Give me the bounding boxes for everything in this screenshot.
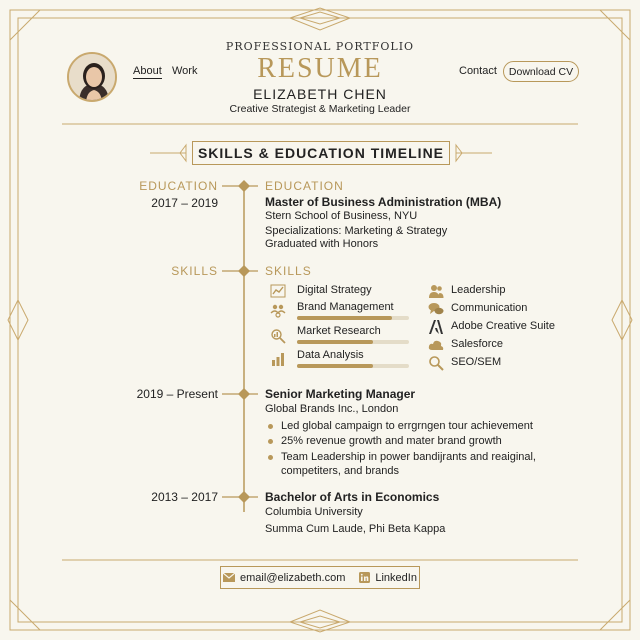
bachelor-school: Columbia University bbox=[265, 506, 363, 518]
mba-specialization: Specializations: Marketing & Strategy bbox=[265, 225, 448, 237]
job-bullet: 25% revenue growth and mater brand growth bbox=[281, 435, 502, 447]
linkedin-text: LinkedIn bbox=[375, 571, 417, 584]
skill-bar-track bbox=[297, 316, 409, 320]
nav-about-link[interactable]: About bbox=[133, 65, 162, 77]
skills-heading: SKILLS bbox=[265, 264, 312, 278]
mba-degree: Master of Business Administration (MBA) bbox=[265, 195, 502, 209]
job-bullet: Team Leadership in power bandijrants and reaiginal, competiters, and brands bbox=[281, 451, 536, 477]
job-dates: 2019 – Present bbox=[136, 387, 218, 401]
job-bullet: Led global campaign to errgrngen tour achievement bbox=[281, 420, 533, 432]
bachelor-honors: Summa Cum Laude, Phi Beta Kappa bbox=[265, 523, 446, 535]
skill-label: SEO/SEM bbox=[451, 356, 502, 368]
education-dates: 2017 – 2019 bbox=[151, 196, 218, 210]
skill-label: Brand Management bbox=[297, 301, 394, 313]
email-link[interactable] bbox=[223, 572, 345, 584]
bachelor-dates: 2013 – 2017 bbox=[151, 490, 218, 504]
nav-work-link[interactable]: Work bbox=[172, 65, 198, 77]
skill-bar-fill bbox=[297, 340, 373, 344]
email-text: email@elizabeth.com bbox=[240, 571, 346, 584]
skill-bar-fill bbox=[297, 364, 373, 368]
page-kicker: PROFESSIONAL PORTFOLIO bbox=[225, 40, 415, 53]
education-heading: EDUCATION bbox=[265, 179, 344, 193]
bullet-dot bbox=[268, 424, 273, 429]
education-left-label: EDUCATION bbox=[139, 179, 218, 193]
chat-bubbles-icon bbox=[428, 301, 444, 317]
adobe-icon bbox=[428, 319, 444, 335]
skill-label: Communication bbox=[451, 302, 528, 314]
download-cv-button[interactable]: Download CV bbox=[503, 61, 579, 82]
person-name: ELIZABETH CHEN bbox=[253, 86, 387, 102]
person-tagline: Creative Strategist & Marketing Leader bbox=[229, 103, 411, 115]
bullet-dot bbox=[268, 455, 273, 460]
bullet-dot bbox=[268, 439, 273, 444]
bachelor-degree: Bachelor of Arts in Economics bbox=[265, 490, 440, 504]
mba-honors: Graduated with Honors bbox=[265, 238, 379, 250]
cloud-icon bbox=[428, 337, 444, 353]
skill-label: Market Research bbox=[297, 325, 381, 337]
skills-left-label: SKILLS bbox=[171, 264, 218, 278]
people-icon bbox=[428, 283, 444, 299]
skill-label: Data Analysis bbox=[297, 349, 364, 361]
linkedin-icon bbox=[359, 572, 370, 583]
skill-label: Adobe Creative Suite bbox=[451, 320, 555, 332]
search-icon bbox=[428, 355, 444, 371]
skill-bar-track bbox=[297, 340, 409, 344]
users-gear-icon bbox=[270, 302, 286, 318]
skill-label: Salesforce bbox=[451, 338, 503, 350]
envelope-icon bbox=[223, 573, 235, 582]
skill-label: Leadership bbox=[451, 284, 506, 296]
section-title: SKILLS & EDUCATION TIMELINE bbox=[192, 141, 450, 165]
skill-bar-track bbox=[297, 364, 409, 368]
skill-bar-fill bbox=[297, 316, 392, 320]
chart-line-icon bbox=[270, 283, 286, 299]
linkedin-link[interactable] bbox=[359, 572, 417, 584]
mba-school: Stern School of Business, NYU bbox=[265, 210, 418, 222]
job-title: Senior Marketing Manager bbox=[265, 387, 416, 401]
bar-chart-icon bbox=[270, 351, 286, 367]
contact-footer bbox=[220, 566, 420, 589]
job-company: Global Brands Inc., London bbox=[265, 403, 399, 415]
page-title: RESUME bbox=[257, 53, 383, 84]
skill-label: Digital Strategy bbox=[297, 284, 372, 296]
magnifier-chart-icon bbox=[270, 328, 286, 344]
nav-contact-link[interactable]: Contact bbox=[459, 65, 497, 77]
